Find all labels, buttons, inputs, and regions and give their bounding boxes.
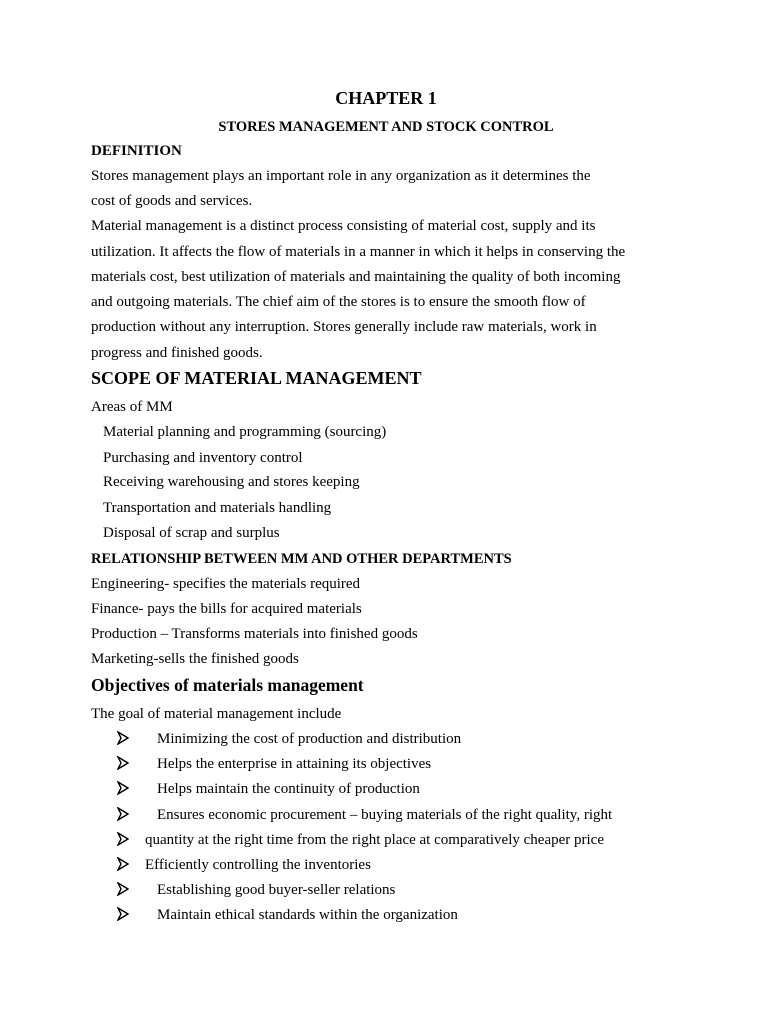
definition-line: production without any interruption. Stores generally include raw materials, work in	[91, 319, 597, 335]
scope-list-item: Receiving warehousing and stores keeping	[103, 474, 360, 490]
objective-item: Helps maintain the continuity of production	[157, 781, 420, 797]
scope-list-item: Disposal of scrap and surplus	[103, 525, 280, 541]
objective-item: Maintain ethical standards within the organization	[157, 907, 458, 923]
chapter-subtitle: STORES MANAGEMENT AND STOCK CONTROL	[218, 119, 554, 135]
definition-line: Stores management plays an important role in any organization as it determines the	[91, 168, 591, 184]
relationship-heading: RELATIONSHIP BETWEEN MM AND OTHER DEPARTMENTS	[91, 551, 512, 567]
arrow-bullet-icon	[117, 907, 129, 921]
objective-item: Minimizing the cost of production and distribution	[157, 731, 462, 747]
chapter-title: CHAPTER 1	[335, 88, 437, 108]
definition-line: cost of goods and services.	[91, 193, 253, 209]
definition-heading: DEFINITION	[91, 143, 182, 159]
arrow-bullet-icon	[117, 781, 129, 795]
objective-item: Efficiently controlling the inventories	[145, 857, 371, 873]
objective-item: quantity at the right time from the right place at comparatively cheaper price	[145, 832, 604, 848]
relationship-item: Finance- pays the bills for acquired materials	[91, 601, 362, 617]
arrow-bullet-icon	[117, 882, 129, 896]
objective-item: Helps the enterprise in attaining its objectives	[157, 756, 432, 772]
relationship-item: Marketing-sells the finished goods	[91, 651, 299, 667]
arrow-bullet-icon	[117, 756, 129, 770]
scope-heading: SCOPE OF MATERIAL MANAGEMENT	[91, 368, 422, 388]
objectives-heading: Objectives of materials management	[91, 675, 364, 695]
definition-line: materials cost, best utilization of materials and maintaining the quality of both incoming	[91, 269, 621, 285]
arrow-bullet-icon	[117, 832, 129, 846]
scope-list-item: Material planning and programming (sourcing)	[103, 424, 387, 440]
scope-list-item: Transportation and materials handling	[103, 500, 332, 516]
scope-intro: Areas of MM	[91, 399, 173, 415]
objective-item: Establishing good buyer-seller relations	[157, 882, 396, 898]
arrow-bullet-icon	[117, 731, 129, 745]
arrow-bullet-icon	[117, 807, 129, 821]
relationship-item: Engineering- specifies the materials required	[91, 576, 361, 592]
definition-line: progress and finished goods.	[91, 345, 263, 361]
definition-line: Material management is a distinct process consisting of material cost, supply and its	[91, 218, 596, 234]
arrow-bullet-icon	[117, 857, 129, 871]
scope-list-item: Purchasing and inventory control	[103, 450, 303, 466]
definition-line: utilization. It affects the flow of materials in a manner in which it helps in conserving the	[91, 244, 626, 260]
objectives-intro: The goal of material management include	[91, 706, 342, 722]
relationship-item: Production – Transforms materials into finished goods	[91, 626, 418, 642]
objective-item: Ensures economic procurement – buying materials of the right quality, right	[157, 807, 613, 823]
definition-line: and outgoing materials. The chief aim of the stores is to ensure the smooth flow of	[91, 294, 586, 310]
